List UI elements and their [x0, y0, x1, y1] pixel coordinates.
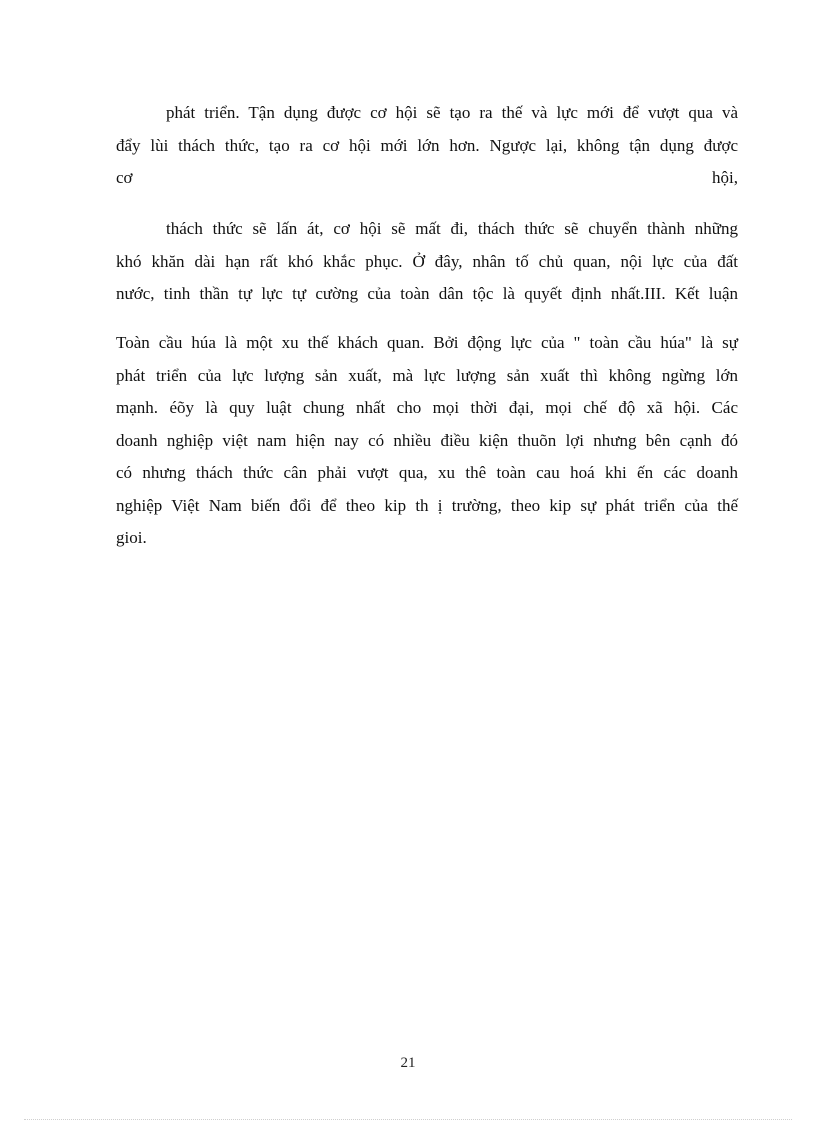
- paragraph: [116, 97, 738, 195]
- text-line: phát triển. Tận dụng được cơ hội sẽ tạo ra thế và lực mới để vượt qua và: [166, 103, 738, 122]
- paragraph: [116, 213, 738, 311]
- page-number: 21: [400, 1055, 416, 1071]
- text-line: đẩy lùi thách thức, tạo ra cơ hội mới lớn hơn. Ngược lại, không tận dụng được: [116, 135, 738, 155]
- text-line: doanh nghiệp việt nam hiện nay có nhiều điều kiện thuõn lợi nhưng bên cạnh đó: [116, 430, 738, 450]
- page-edge-divider: [24, 1119, 792, 1120]
- paragraph: [116, 327, 738, 555]
- text-line: gioi.: [116, 528, 147, 547]
- text-line: nghiệp Việt Nam biến đổi để theo kip th ị trường, theo kip sự phát triển của thế: [116, 495, 738, 515]
- text-line: phát triển của lực lượng sản xuất, mà lực lượng sản xuất thì không ngừng lớn: [116, 365, 738, 385]
- text-line: cơ hội,: [116, 168, 738, 187]
- text-line: mạnh. éõy là quy luật chung nhất cho mọi thời đại, mọi chế độ xã hội. Các: [116, 398, 738, 417]
- text-line: nước, tinh thần tự lực tự cường của toàn dân tộc là quyết định nhất.III. Kết luận: [116, 284, 738, 303]
- text-line: có nhưng thách thức cân phải vượt qua, xu thê toàn cau hoá khi ến các doanh: [116, 463, 738, 482]
- text-line: Toàn cầu húa là một xu thế khách quan. Bởi động lực của " toàn cầu húa" là sự: [116, 333, 738, 352]
- text-line: khó khăn dài hạn rất khó khắc phục. Ở đây, nhân tố chủ quan, nội lực của đất: [116, 251, 738, 271]
- text-line: thách thức sẽ lấn át, cơ hội sẽ mất đi, thách thức sẽ chuyển thành những: [166, 219, 738, 238]
